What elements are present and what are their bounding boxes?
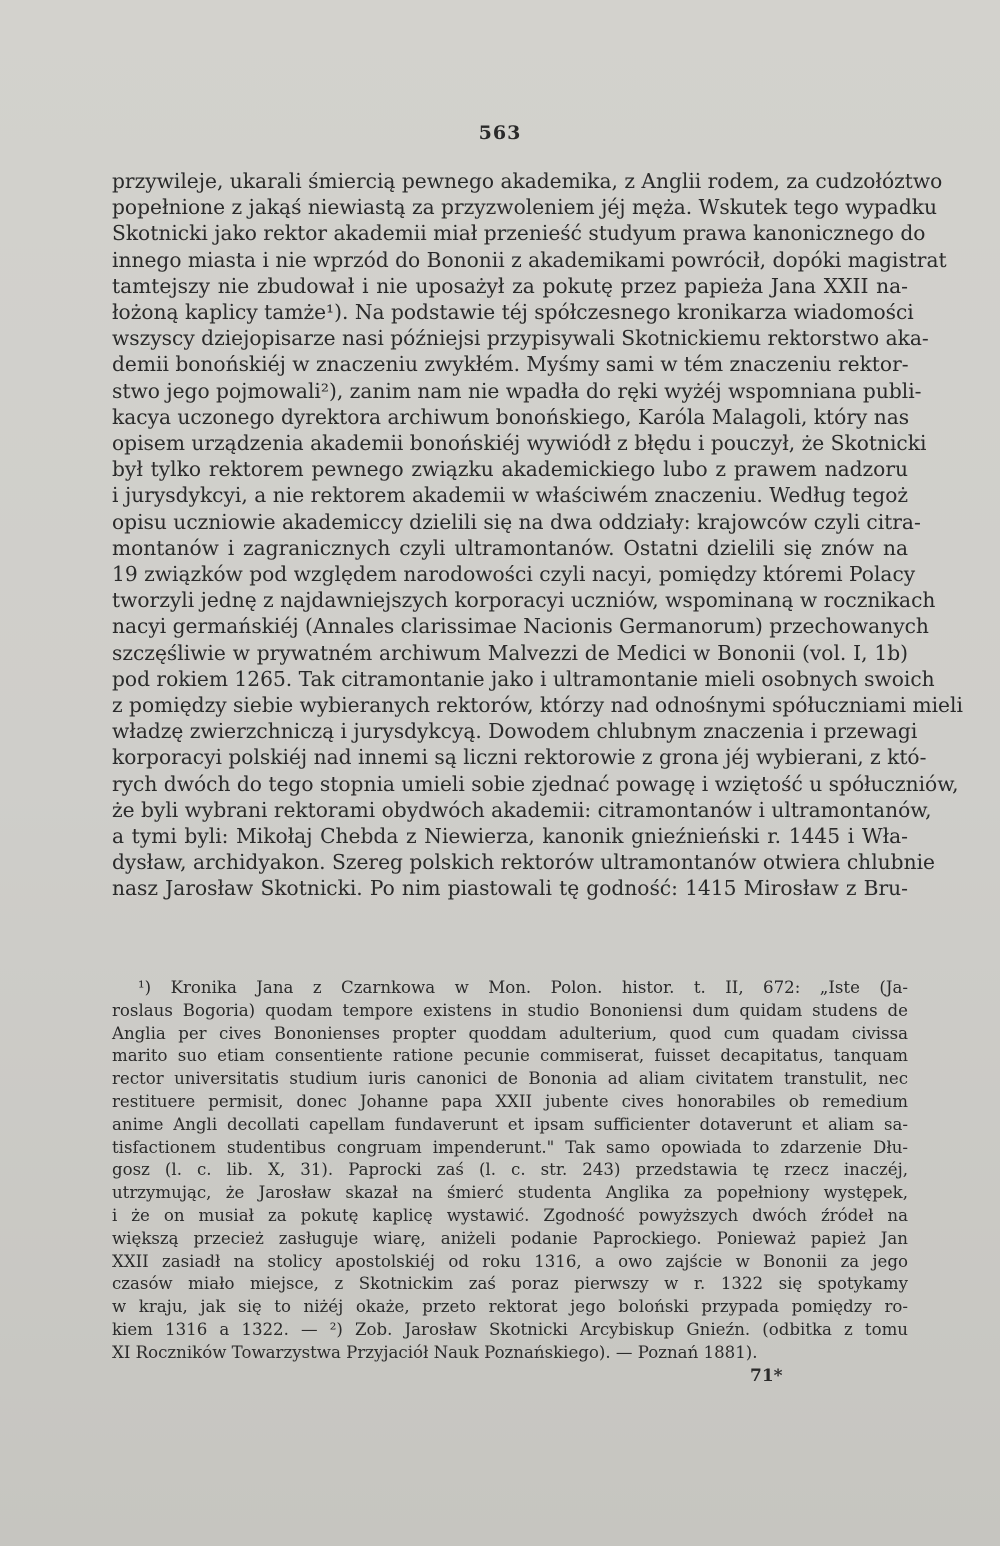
main-line: korporacyi polskiéj nad innemi są liczni rektorowie z grona jéj wybierani, z któ- (112, 745, 927, 770)
footnote-line: utrzymując, że Jarosław skazał na śmierć studenta Anglika za popełniony występek, (112, 1183, 908, 1203)
main-line: 19 związków pod względem narodowości czyli nacyi, pomiędzy któremi Polacy (112, 562, 916, 587)
footnotes (112, 977, 908, 1365)
signature-mark: 71* (750, 1366, 783, 1386)
main-line: nasz Jarosław Skotnicki. Po nim piastowali tę godność: 1415 Mirosław z Bru- (112, 876, 908, 901)
footnote-line: tisfactionem studentibus congruam impenderunt." Tak samo opowiada to zdarzenie Dłu- (112, 1137, 908, 1157)
main-line: z pomiędzy siebie wybieranych rektorów, którzy nad odnośnymi spółuczniami mieli (112, 693, 963, 718)
footnote-line: XI Roczników Towarzystwa Przyjaciół Nauk Poznańskiego). — Poznań 1881). (112, 1342, 758, 1362)
main-line: opisem urządzenia akademii bonońskiéj wywiódł z błędu i pouczył, że Skotnicki (112, 431, 927, 456)
main-line: rych dwóch do tego stopnia umieli sobie zjednać powagę i wziętość u spółuczniów, (112, 771, 959, 796)
main-line: wszyscy dziejopisarze nasi późniejsi przypisywali Skotnickiemu rektorstwo aka- (112, 326, 929, 351)
main-line: demii bonońskiéj w znaczeniu zwykłém. Myśmy sami w tém znaczeniu rektor- (112, 352, 909, 377)
main-line: montanów i zagranicznych czyli ultramontanów. Ostatni dzielili się znów na (112, 535, 908, 560)
main-line: a tymi byli: Mikołaj Chebda z Niewierza, kanonik gnieźnieński r. 1445 i Wła- (112, 824, 908, 849)
main-line: łożoną kaplicy tamże¹). Na podstawie téj spółczesnego kronikarza wiadomości (112, 300, 914, 325)
footnote-line: restituere permisit, donec Johanne papa XXII jubente cives honorabiles ob remedium (112, 1091, 908, 1111)
footnote-line: XXII zasiadł na stolicy apostolskiéj od roku 1316, a owo zajście w Bononii za jego (112, 1251, 908, 1271)
footnote-line: i że on musiał za pokutę kaplicę wystawić. Zgodność powyższych dwóch źródeł na (112, 1205, 908, 1225)
footnote-line: gosz (l. c. lib. X, 31). Paprocki zaś (l. c. str. 243) przedstawia tę rzecz inaczéj, (112, 1160, 908, 1180)
main-line: szczęśliwie w prywatném archiwum Malvezzi de Medici w Bononii (vol. I, 1b) (112, 640, 908, 665)
footnote-line: rector universitatis studium iuris canonici de Bononia ad aliam civitatem transtulit, nec (112, 1069, 908, 1089)
main-line: władzę zwierzchniczą i jurysdykcyą. Dowodem chlubnym znaczenia i przewagi (112, 719, 918, 744)
main-line: dysław, archidyakon. Szereg polskich rektorów ultramontanów otwiera chlubnie (112, 850, 935, 875)
main-line: nacyi germańskiéj (Annales clarissimae Nacionis Germanorum) przechowanych (112, 614, 929, 639)
main-line: że byli wybrani rektorami obydwóch akademii: citramontanów i ultramontanów, (112, 797, 932, 822)
footnote-line: w kraju, jak się to niżéj okaże, przeto rektorat jego boloński przypada pomiędzy ro- (112, 1297, 908, 1317)
footnote-line: roslaus Bogoria) quodam tempore existens in studio Bononiensi dum quidam studens de (112, 1000, 908, 1020)
footnote-line: kiem 1316 a 1322. — ²) Zob. Jarosław Skotnicki Arcybiskup Gnieźn. (odbitka z tomu (112, 1319, 908, 1339)
footnote-line: marito suo etiam consentiente ratione pecunie commiserat, fuisset decapitatus, tanquam (112, 1046, 908, 1066)
main-line: był tylko rektorem pewnego związku akademickiego lubo z prawem nadzoru (112, 457, 908, 482)
main-line: innego miasta i nie wprzód do Bononii z akademikami powrócił, dopóki magistrat (112, 247, 947, 272)
main-text-body (112, 168, 963, 902)
footnote-line: większą przecież zasługuje wiarę, aniżeli podanie Paprockiego. Ponieważ papież Jan (112, 1228, 908, 1248)
main-line: tworzyli jednę z najdawniejszych korporacyi uczniów, wspominaną w rocznikach (112, 588, 936, 613)
footnote-line: Anglia per cives Bononienses propter quoddam adulterium, quod cum quadam civissa (112, 1023, 908, 1043)
footnote-line: czasów miało miejsce, z Skotnickim zaś poraz pierwszy w r. 1322 się spotykamy (112, 1274, 908, 1294)
page-number: 563 (478, 122, 522, 144)
footnote-line: ¹) Kronika Jana z Czarnkowa w Mon. Polon. histor. t. II, 672: „Iste (Ja- (138, 978, 908, 997)
main-line: popełnione z jakąś niewiastą za przyzwoleniem jéj męża. Wskutek tego wypadku (112, 195, 937, 220)
main-line: kacya uczonego dyrektora archiwum bonońskiego, Karóla Malagoli, który nas (112, 404, 910, 429)
main-line: tamtejszy nie zbudował i nie uposażył za pokutę przez papieża Jana XXII na- (112, 273, 908, 298)
main-line: stwo jego pojmowali²), zanim nam nie wpadła do ręki wyżéj wspomniana publi- (112, 378, 922, 403)
main-line: Skotnicki jako rektor akademii miał przenieść studyum prawa kanonicznego do (112, 221, 926, 246)
main-line: przywileje, ukarali śmiercią pewnego akademika, z Anglii rodem, za cudzołóztwo (112, 169, 943, 193)
footnote-line: anime Angli decollati capellam fundaverunt et ipsam sufficienter dotaverunt et aliam sa- (112, 1114, 908, 1134)
main-line: opisu uczniowie akademiccy dzielili się na dwa oddziały: krajowców czyli citra- (112, 509, 921, 534)
main-line: i jurysdykcyi, a nie rektorem akademii w właściwém znaczeniu. Według tegoż (112, 483, 908, 508)
main-line: pod rokiem 1265. Tak citramontanie jako i ultramontanie mieli osobnych swoich (112, 666, 935, 691)
